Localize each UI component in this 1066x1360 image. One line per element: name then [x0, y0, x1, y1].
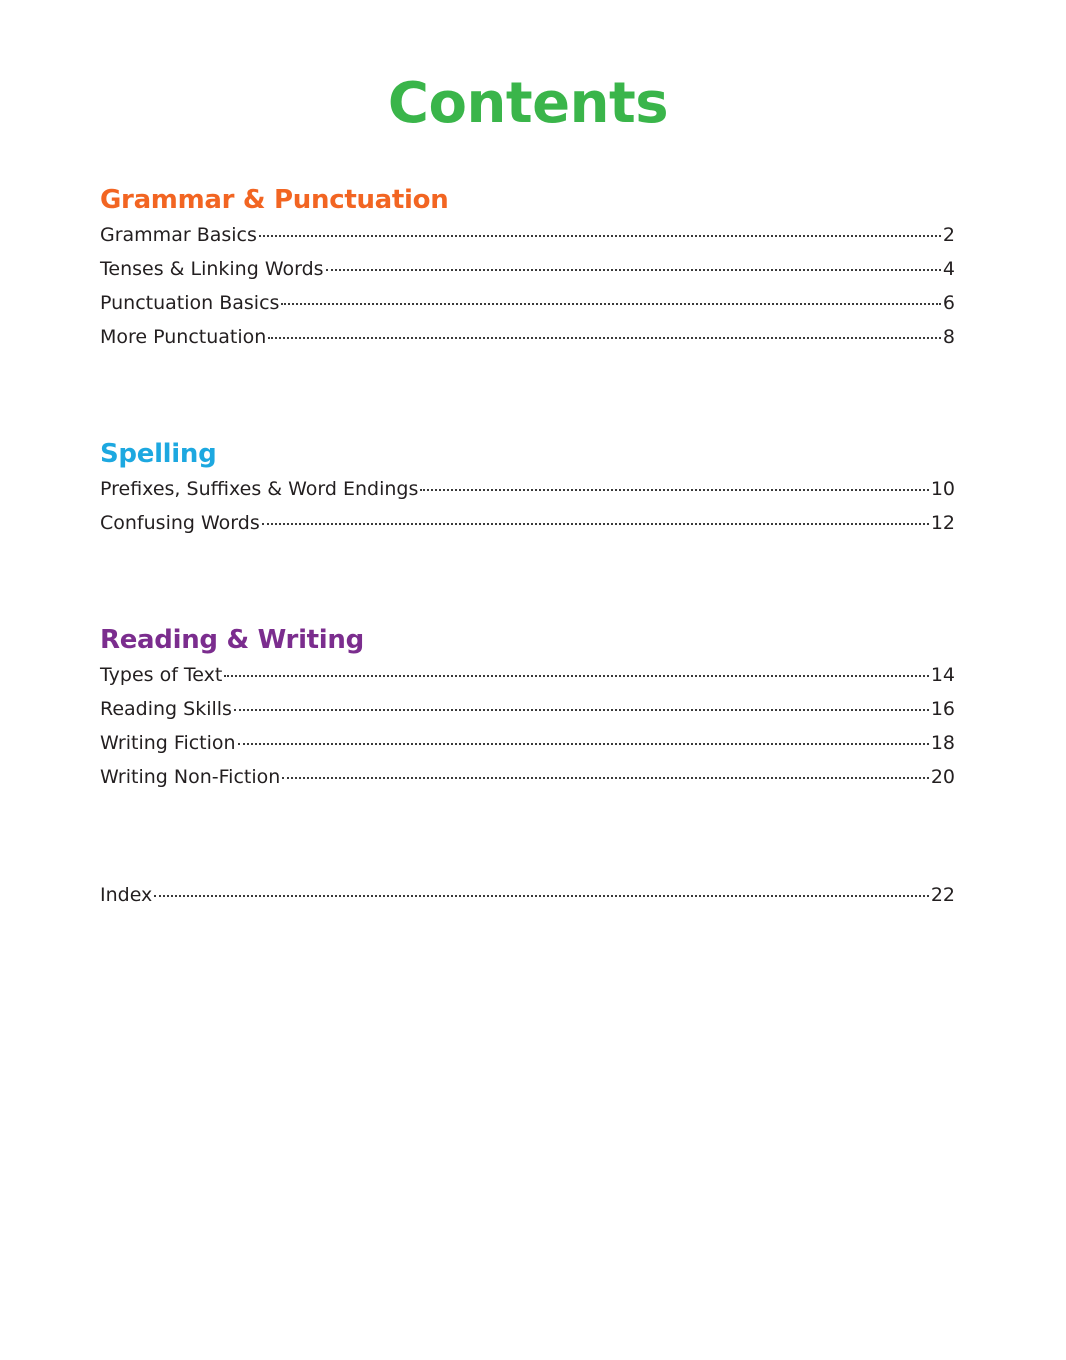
section-grammar-punctuation: [100, 184, 955, 354]
toc-entry-label: Confusing Words: [100, 512, 260, 534]
dot-leader: [154, 895, 929, 897]
section-spelling: [100, 438, 955, 540]
toc-entry-page: 14: [930, 664, 955, 686]
dot-leader: [262, 523, 929, 525]
toc-entry[interactable]: [100, 252, 955, 286]
section-heading: Grammar & Punctuation: [100, 185, 449, 215]
dot-leader: [234, 709, 929, 711]
toc-entry-page: 18: [930, 732, 955, 754]
toc-entry-label: Index: [100, 884, 153, 906]
dot-leader: [238, 743, 929, 745]
toc-entry[interactable]: [100, 320, 955, 354]
toc-entry-page: 12: [930, 512, 955, 534]
toc-entry-page: 10: [930, 478, 955, 500]
toc-entry[interactable]: [100, 506, 955, 540]
toc-entry[interactable]: [100, 658, 955, 692]
dot-leader: [259, 235, 941, 237]
dot-leader: [282, 777, 929, 779]
toc-entry-page: 2: [942, 224, 955, 246]
dot-leader: [268, 337, 941, 339]
dot-leader: [326, 269, 941, 271]
toc-entry-page: 20: [930, 766, 955, 788]
toc-entry-page: 8: [942, 326, 955, 348]
toc-entry-label: Prefixes, Suffixes & Word Endings: [100, 478, 419, 500]
section-index: [100, 878, 955, 912]
dot-leader: [420, 489, 928, 491]
section-heading: Spelling: [100, 439, 217, 469]
toc-entry-index[interactable]: [100, 878, 955, 912]
toc-entry-page: 22: [930, 884, 955, 906]
toc-entry-label: Reading Skills: [100, 698, 232, 720]
toc-entry-label: Grammar Basics: [100, 224, 257, 246]
toc-entry[interactable]: [100, 218, 955, 252]
page-title: Contents: [387, 71, 669, 136]
section-heading: Reading & Writing: [100, 625, 364, 655]
toc-entry[interactable]: [100, 692, 955, 726]
toc-entry-label: Tenses & Linking Words: [100, 258, 324, 280]
toc-entry-label: Punctuation Basics: [100, 292, 280, 314]
toc-entry-label: Writing Non-Fiction: [100, 766, 281, 788]
toc-entry-page: 4: [942, 258, 955, 280]
toc-entry[interactable]: [100, 286, 955, 320]
section-reading-writing: [100, 624, 955, 794]
toc-entry-label: Types of Text: [100, 664, 223, 686]
toc-entry[interactable]: [100, 726, 955, 760]
dot-leader: [281, 303, 940, 305]
dot-leader: [224, 675, 928, 677]
toc-entry-label: Writing Fiction: [100, 732, 236, 754]
toc-entry-label: More Punctuation: [100, 326, 267, 348]
toc-entry[interactable]: [100, 472, 955, 506]
toc-entry-page: 6: [942, 292, 955, 314]
toc-entry[interactable]: [100, 760, 955, 794]
toc-entry-page: 16: [930, 698, 955, 720]
